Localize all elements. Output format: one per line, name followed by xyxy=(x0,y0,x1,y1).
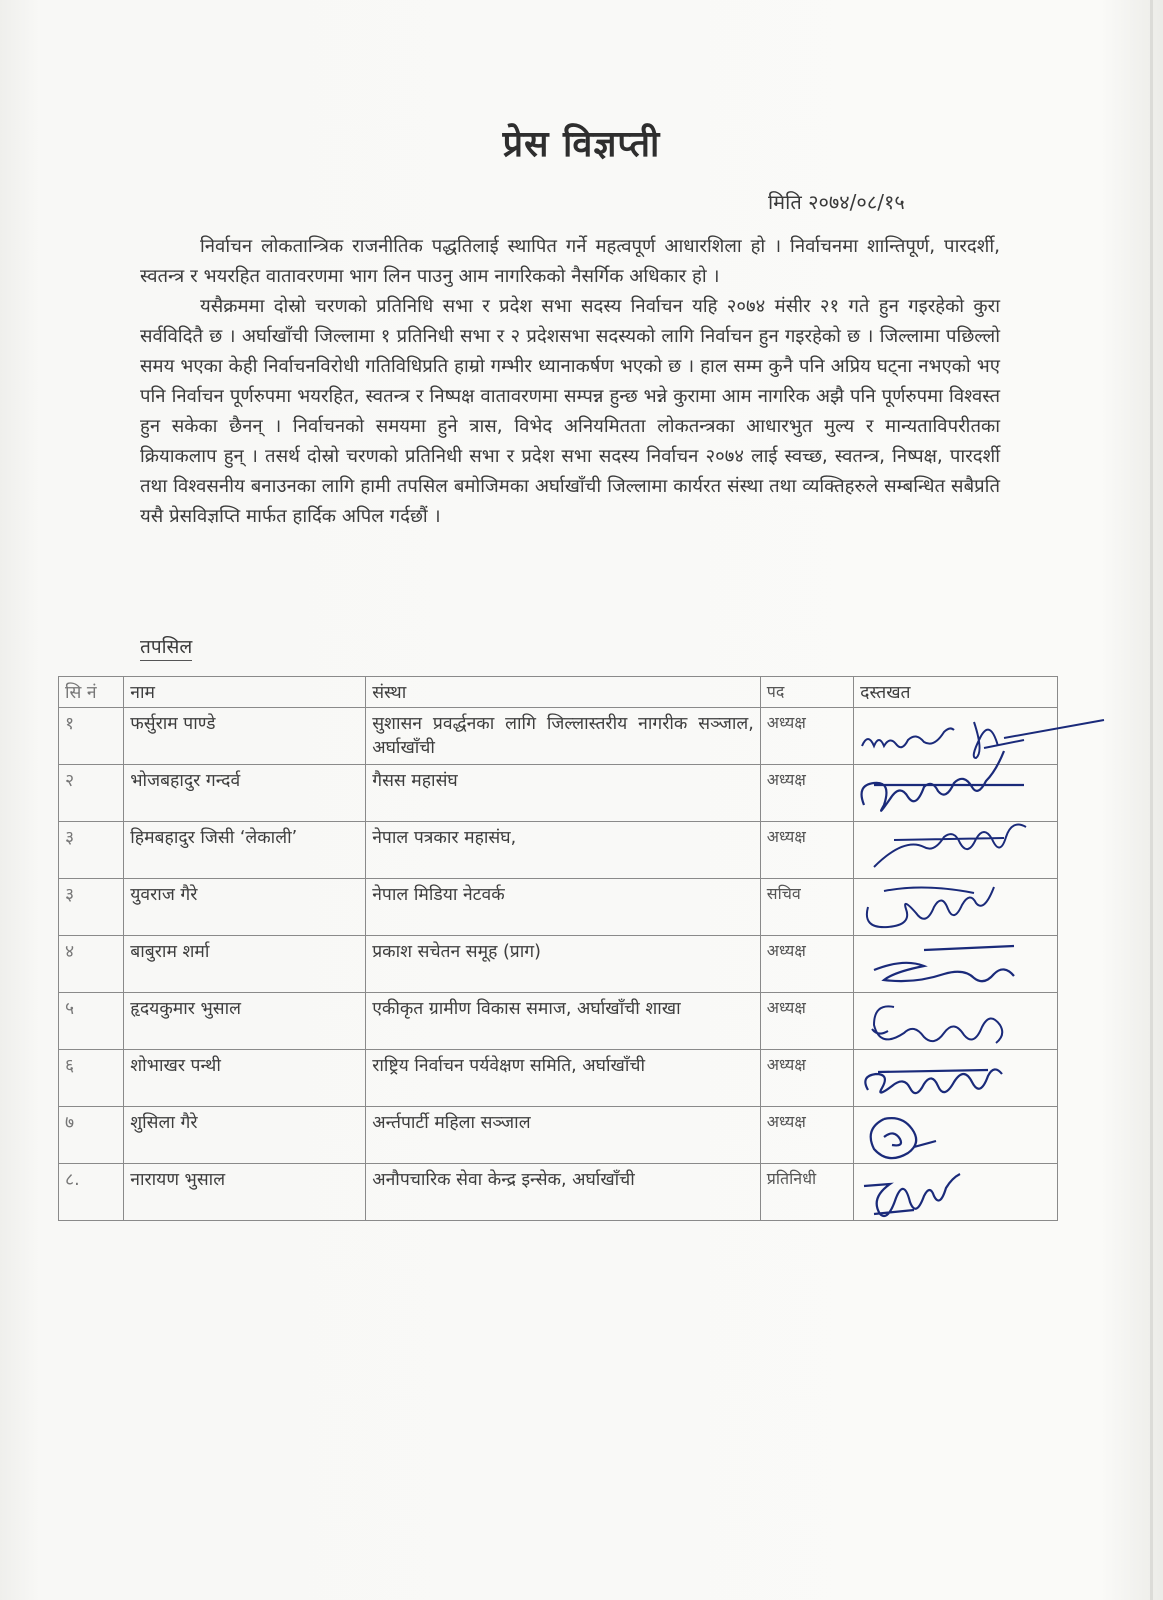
signature-cell xyxy=(854,708,1058,765)
header-sn: सि नं xyxy=(59,677,124,708)
row-name: हृदयकुमार भुसाल xyxy=(124,993,366,1050)
table-row xyxy=(59,822,1058,879)
body-text xyxy=(140,232,1000,532)
row-org: गैसस महासंघ xyxy=(366,765,761,822)
table-row xyxy=(59,1050,1058,1107)
row-sn: ५ xyxy=(59,993,124,1050)
signature-cell xyxy=(854,822,1058,879)
row-post: अध्यक्ष xyxy=(760,1050,853,1107)
row-post: अध्यक्ष xyxy=(760,708,853,765)
handwritten-signature xyxy=(854,879,1064,939)
row-sn: ६ xyxy=(59,1050,124,1107)
row-name: नारायण भुसाल xyxy=(124,1164,366,1221)
row-org: प्रकाश सचेतन समूह (प्राग) xyxy=(366,936,761,993)
table-row xyxy=(59,765,1058,822)
row-org: नेपाल पत्रकार महासंघ, xyxy=(366,822,761,879)
row-name: भोजबहादुर गन्दर्व xyxy=(124,765,366,822)
signature-cell xyxy=(854,1107,1058,1164)
header-name: नाम xyxy=(124,677,366,708)
handwritten-signature xyxy=(854,708,1114,768)
row-sn: ३ xyxy=(59,822,124,879)
row-org: सुशासन प्रवर्द्धनका लागि जिल्लास्तरीय नागरीक सञ्जाल, अर्घाखाँची xyxy=(366,708,761,765)
handwritten-signature xyxy=(854,936,1064,996)
signature-cell xyxy=(854,1164,1058,1221)
signature-cell xyxy=(854,879,1058,936)
row-sn: १ xyxy=(59,708,124,765)
table-row xyxy=(59,993,1058,1050)
table-row xyxy=(59,936,1058,993)
table-row xyxy=(59,1107,1058,1164)
page-edge xyxy=(1150,0,1153,1600)
table-header-row xyxy=(59,677,1058,708)
row-name: युवराज गैरे xyxy=(124,879,366,936)
paragraph-1: निर्वाचन लोकतान्त्रिक राजनीतिक पद्धतिलाई स्थापित गर्ने महत्वपूर्ण आधारशिला हो । निर्वाचनमा शान्तिपूर्ण, पारदर्शी, स्वतन्त्र र भयरहित वातावरणमा भाग लिन पाउनु आम नागरिकको नैसर्गिक अधिकार हो । xyxy=(140,236,1000,287)
row-sn: ४ xyxy=(59,936,124,993)
handwritten-signature xyxy=(854,765,1064,825)
row-sn: ३ xyxy=(59,879,124,936)
table-row xyxy=(59,708,1058,765)
paragraph-2: यसैक्रममा दोस्रो चरणको प्रतिनिधि सभा र प्रदेश सभा सदस्य निर्वाचन यहि २०७४ मंसीर २१ गते हुन गइरहेको कुरा सर्वविदितै छ । अर्घाखाँची जिल्लामा १ प्रतिनिधी सभा र २ प्रदेशसभा सदस्यको लागि निर्वाचन हुन गइरहेको छ । जिल्लामा पछिल्लो समय भएका केही निर्वाचनविरोधी गतिविधिप्रति हाम्रो गम्भीर ध्यानाकर्षण भएको छ । हाल सम्म कुनै पनि अप्रिय घट्ना नभएको भए पनि निर्वाचन पूर्णरुपमा भयरहित, स्वतन्त्र र निष्पक्ष वातावरणमा सम्पन्न हुन्छ भन्ने कुरामा आम नागरिक अझै पनि पूर्णरुपमा विश्वस्त हुन सकेका छैनन् । निर्वाचनको समयमा हुने त्रास, विभेद अनियमितता लोकतन्त्रका आधारभुत मुल्य र मान्यताविपरीतका क्रियाकलाप हुन् । तसर्थ दोस्रो चरणको प्रतिनिधी सभा र प्रदेश सभा सदस्य निर्वाचन २०७४ लाई स्वच्छ, स्वतन्त्र, निष्पक्ष, पारदर्शी तथा विश्वसनीय बनाउनका लागि हामी तपसिल बमोजिमका अर्घाखाँची जिल्लामा कार्यरत संस्था तथा व्यक्तिहरुले सम्बन्धित सबैप्रति यसै प्रेसविज्ञप्ति मार्फत हार्दिक अपिल गर्दछौं । xyxy=(140,296,1000,527)
header-signature: दस्तखत xyxy=(854,677,1058,708)
row-name: शोभाखर पन्थी xyxy=(124,1050,366,1107)
signature-cell xyxy=(854,765,1058,822)
row-org: एकीकृत ग्रामीण विकास समाज, अर्घाखाँची शाखा xyxy=(366,993,761,1050)
signature-cell xyxy=(854,1050,1058,1107)
handwritten-signature xyxy=(854,1164,1064,1224)
row-post: अध्यक्ष xyxy=(760,1107,853,1164)
row-post: अध्यक्ष xyxy=(760,936,853,993)
row-org: नेपाल मिडिया नेटवर्क xyxy=(366,879,761,936)
row-post: प्रतिनिधी xyxy=(760,1164,853,1221)
signature-cell xyxy=(854,936,1058,993)
row-sn: ८. xyxy=(59,1164,124,1221)
row-name: शुसिला गैरे xyxy=(124,1107,366,1164)
row-post: अध्यक्ष xyxy=(760,765,853,822)
row-org: राष्ट्रिय निर्वाचन पर्यवेक्षण समिति, अर्घाखाँची xyxy=(366,1050,761,1107)
row-post: अध्यक्ष xyxy=(760,822,853,879)
annex-heading: तपसिल xyxy=(140,633,192,661)
table-row xyxy=(59,1164,1058,1221)
signatory-table xyxy=(58,676,1058,1221)
row-name: फर्सुराम पाण्डे xyxy=(124,708,366,765)
handwritten-signature xyxy=(854,1107,1064,1167)
header-post: पद xyxy=(760,677,853,708)
row-sn: ७ xyxy=(59,1107,124,1164)
row-post: अध्यक्ष xyxy=(760,993,853,1050)
row-org: अर्न्तपार्टी महिला सञ्जाल xyxy=(366,1107,761,1164)
table-row xyxy=(59,879,1058,936)
handwritten-signature xyxy=(854,1050,1064,1110)
row-sn: २ xyxy=(59,765,124,822)
signature-cell xyxy=(854,993,1058,1050)
row-post: सचिव xyxy=(760,879,853,936)
row-name: हिमबहादुर जिसी ‘लेकाली’ xyxy=(124,822,366,879)
document-date: मिति २०७४/०८/१५ xyxy=(768,190,905,214)
row-name: बाबुराम शर्मा xyxy=(124,936,366,993)
handwritten-signature xyxy=(854,822,1064,882)
document-title: प्रेस विज्ञप्ती xyxy=(502,124,661,165)
row-org: अनौपचारिक सेवा केन्द्र इन्सेक, अर्घाखाँची xyxy=(366,1164,761,1221)
header-org: संस्था xyxy=(366,677,761,708)
handwritten-signature xyxy=(854,993,1064,1053)
